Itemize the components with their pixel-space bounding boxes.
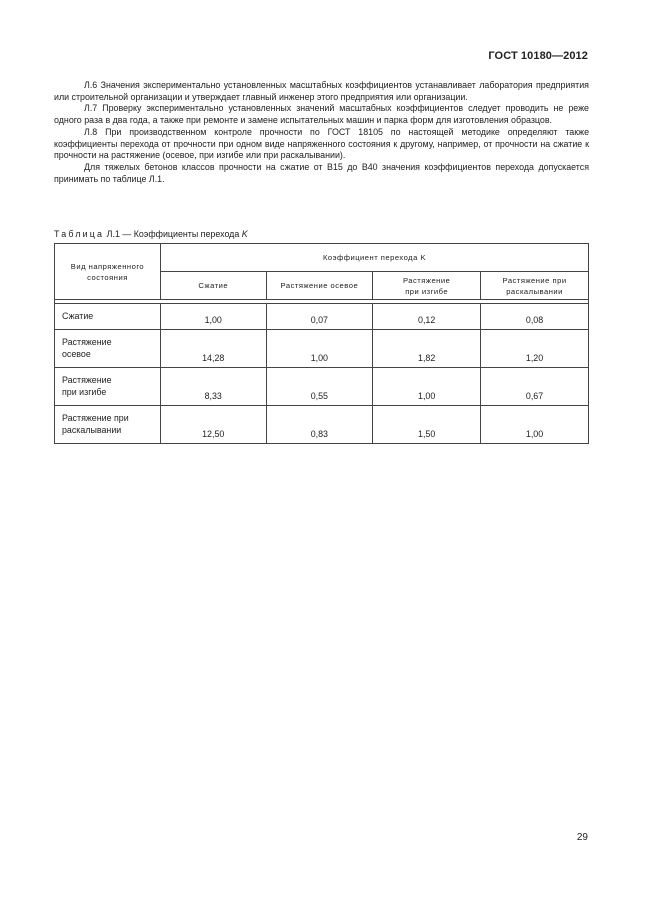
paragraph-l7: Л.7 Проверку экспериментально установленных значений масштабных коэффициентов следует проводить не реже одного раза в два года, а также при ремонте и замене испытательных машин и парка форм для изготовления образцов.	[54, 103, 589, 126]
row-label: Растяжение при раскалывании	[55, 406, 161, 444]
table-cell: 1,50	[373, 406, 481, 444]
table-caption	[54, 229, 248, 239]
table-cell: 1,00	[373, 368, 481, 406]
column-header: Растяжение при раскалывании	[481, 272, 589, 300]
table-cell: 1,00	[266, 330, 373, 368]
column-header: Растяжение осевое	[266, 272, 373, 300]
table-row	[55, 304, 589, 330]
table-row	[55, 368, 589, 406]
document-header: ГОСТ 10180—2012	[488, 50, 588, 62]
page-number: 29	[576, 832, 588, 843]
coefficients-table	[54, 243, 589, 444]
paragraph-l8: Л.8 При производственном контроле прочности по ГОСТ 18105 по настоящей методике определяют также коэффициенты перехода от прочности при одном виде напряженного состояния к другому, например, от прочности на сжатие к прочности на растяжение (осевое, при изгибе или при раскалывании).	[54, 126, 589, 161]
table-cell: 8,33	[160, 368, 266, 406]
table-row	[55, 406, 589, 444]
body-text	[54, 80, 589, 185]
table-caption-text: Л.1 — Коэффициенты перехода	[104, 229, 242, 239]
row-label: Растяжение осевое	[55, 330, 161, 368]
table-row	[55, 330, 589, 368]
table-cell: 1,20	[481, 330, 589, 368]
table-cell: 0,07	[266, 304, 373, 330]
table-cell: 14,28	[160, 330, 266, 368]
column-header: Сжатие	[160, 272, 266, 300]
row-header-state: Вид напряженного состояния	[55, 244, 161, 300]
table-cell: 1,00	[481, 406, 589, 444]
table-cell: 0,83	[266, 406, 373, 444]
table-cell: 0,08	[481, 304, 589, 330]
table-cell: 1,00	[160, 304, 266, 330]
table-caption-prefix: Таблица	[54, 229, 105, 239]
table-cell: 0,12	[373, 304, 481, 330]
table-caption-symbol: K	[241, 229, 248, 239]
column-header: Растяжение при изгибе	[373, 272, 481, 300]
table-cell: 1,82	[373, 330, 481, 368]
paragraph-l6: Л.6 Значения экспериментально установленных масштабных коэффициентов устанавливает лаборатория предприятия или строительной организации и утверждает главный инженер этого предприятия или организации.	[54, 80, 589, 102]
paragraph-heavy-concrete: Для тяжелых бетонов классов прочности на сжатие от В15 до В40 значения коэффициентов перехода допускается принимать по таблице Л.1.	[54, 161, 589, 184]
table-cell: 0,67	[481, 368, 589, 406]
table-cell: 12,50	[160, 406, 266, 444]
row-label: Растяжение при изгибе	[55, 368, 161, 406]
group-header-coefficient: Коэффициент перехода K	[160, 244, 588, 272]
table-cell: 0,55	[266, 368, 373, 406]
row-label: Сжатие	[55, 304, 161, 330]
